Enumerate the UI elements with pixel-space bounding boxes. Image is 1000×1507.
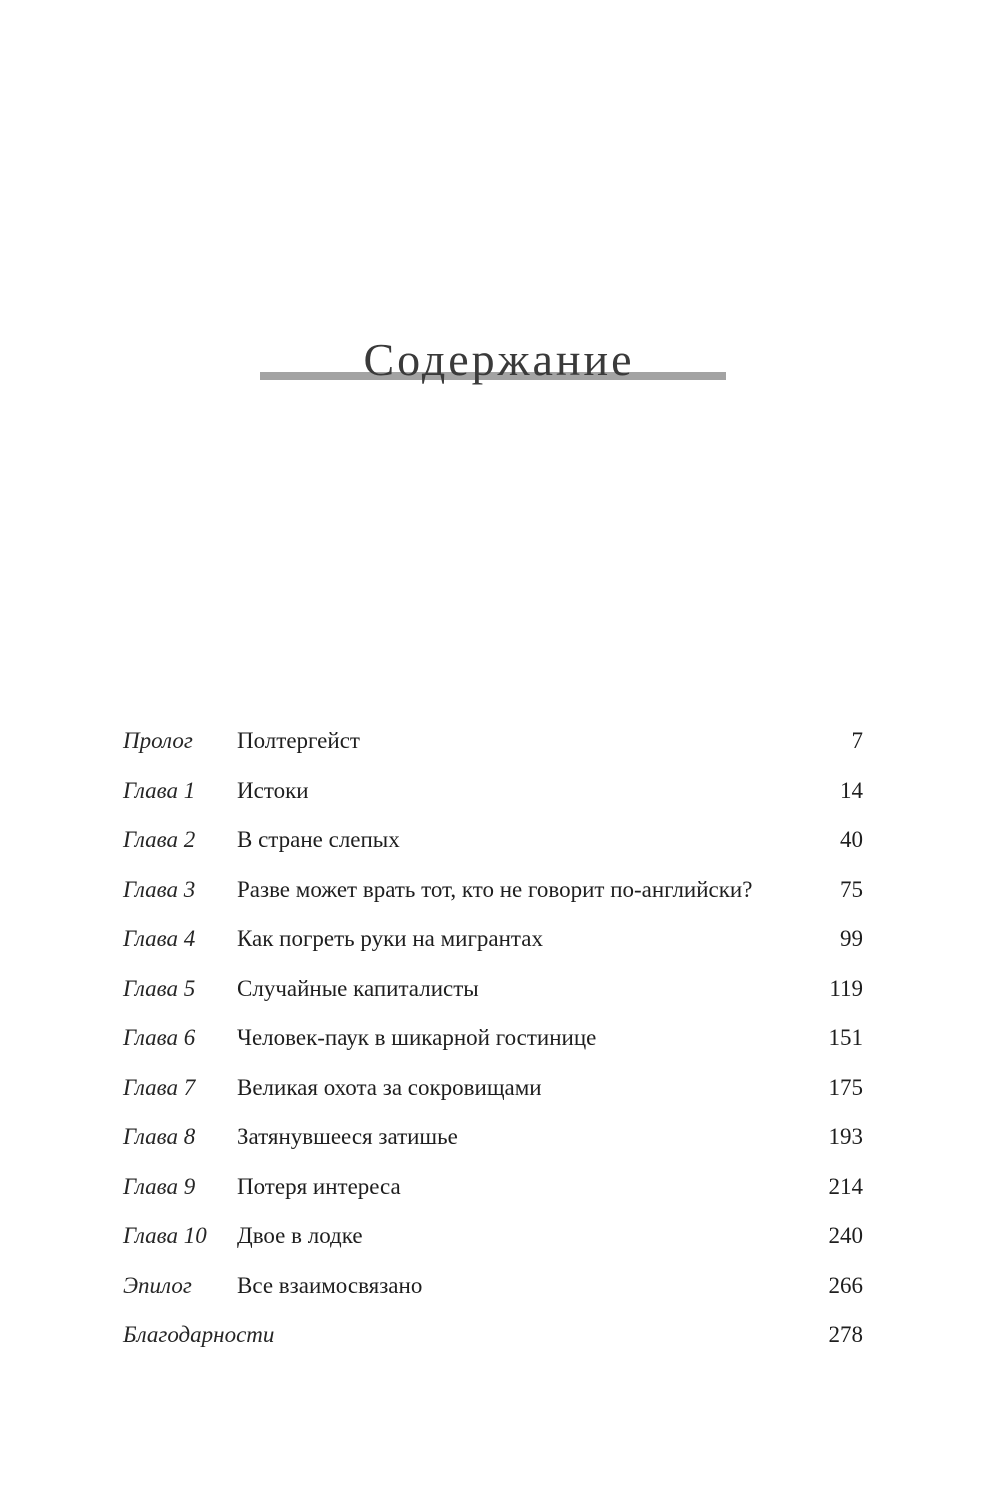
toc-row-label: Глава 1 (123, 777, 196, 803)
toc-row-title: Затянувшееся затишье (237, 1124, 458, 1149)
toc-row-label: Глава 4 (123, 926, 196, 951)
toc-row-page-number: 214 (828, 1173, 863, 1199)
toc-row-page-number: 7 (851, 728, 863, 753)
toc-row-title: Как погреть руки на мигрантах (237, 926, 543, 951)
toc-row-chapter-4[interactable] (123, 916, 863, 966)
toc-row-chapter-6[interactable] (123, 1015, 863, 1065)
toc-row-title: Великая охота за сокровищами (237, 1074, 542, 1100)
toc-row-page-number: 75 (840, 876, 863, 902)
toc-row-page-number: 14 (840, 777, 863, 803)
toc-row-label: Глава 10 (123, 1223, 207, 1248)
toc-row-label: Глава 3 (123, 876, 196, 902)
table-of-contents (123, 718, 863, 1362)
toc-row-page-number: 119 (829, 975, 863, 1001)
toc-row-page-number: 151 (828, 1025, 863, 1050)
toc-row-title: В стране слепых (237, 827, 400, 852)
toc-row-chapter-2[interactable] (123, 817, 863, 867)
toc-row-label: Глава 7 (123, 1074, 196, 1100)
toc-row-chapter-8[interactable] (123, 1114, 863, 1164)
page-title-block (260, 330, 726, 390)
toc-row-label: Пролог (123, 728, 193, 753)
toc-row-label: Глава 2 (123, 827, 196, 852)
toc-row-label: Глава 5 (123, 975, 196, 1001)
toc-row-page-number: 266 (828, 1272, 863, 1298)
toc-row-page-number: 99 (840, 926, 863, 951)
toc-row-epilogue[interactable] (123, 1263, 863, 1313)
toc-row-title: Случайные капиталисты (237, 975, 479, 1001)
toc-row-page-number: 193 (828, 1124, 863, 1149)
toc-row-label: Эпилог (123, 1272, 192, 1298)
toc-row-chapter-9[interactable] (123, 1164, 863, 1214)
toc-row-title: Полтергейст (237, 728, 360, 753)
toc-row-page-number: 278 (828, 1322, 863, 1347)
page-title: Содержание (363, 334, 635, 385)
toc-row-chapter-1[interactable] (123, 768, 863, 818)
toc-row-label: Глава 8 (123, 1124, 196, 1149)
toc-row-title: Потеря интереса (237, 1173, 401, 1199)
toc-row-title: Все взаимосвязано (237, 1272, 423, 1298)
toc-row-title: Двое в лодке (237, 1223, 363, 1248)
toc-row-chapter-10[interactable] (123, 1213, 863, 1263)
toc-row-title: Истоки (237, 777, 309, 803)
toc-row-label: Благодарности (123, 1322, 275, 1347)
toc-row-title: Человек-паук в шикарной гостинице (237, 1025, 597, 1050)
toc-row-prologue[interactable] (123, 718, 863, 768)
toc-row-page-number: 175 (828, 1074, 863, 1100)
toc-row-label: Глава 9 (123, 1173, 196, 1199)
toc-row-chapter-5[interactable] (123, 966, 863, 1016)
toc-row-page-number: 40 (840, 827, 863, 852)
toc-row-title: Разве может врать тот, кто не говорит по-английски? (237, 876, 753, 902)
toc-row-chapter-7[interactable] (123, 1065, 863, 1115)
toc-row-label: Глава 6 (123, 1025, 196, 1050)
toc-row-acknowledgements[interactable] (123, 1312, 863, 1362)
toc-row-chapter-3[interactable] (123, 867, 863, 917)
toc-row-page-number: 240 (828, 1223, 863, 1248)
